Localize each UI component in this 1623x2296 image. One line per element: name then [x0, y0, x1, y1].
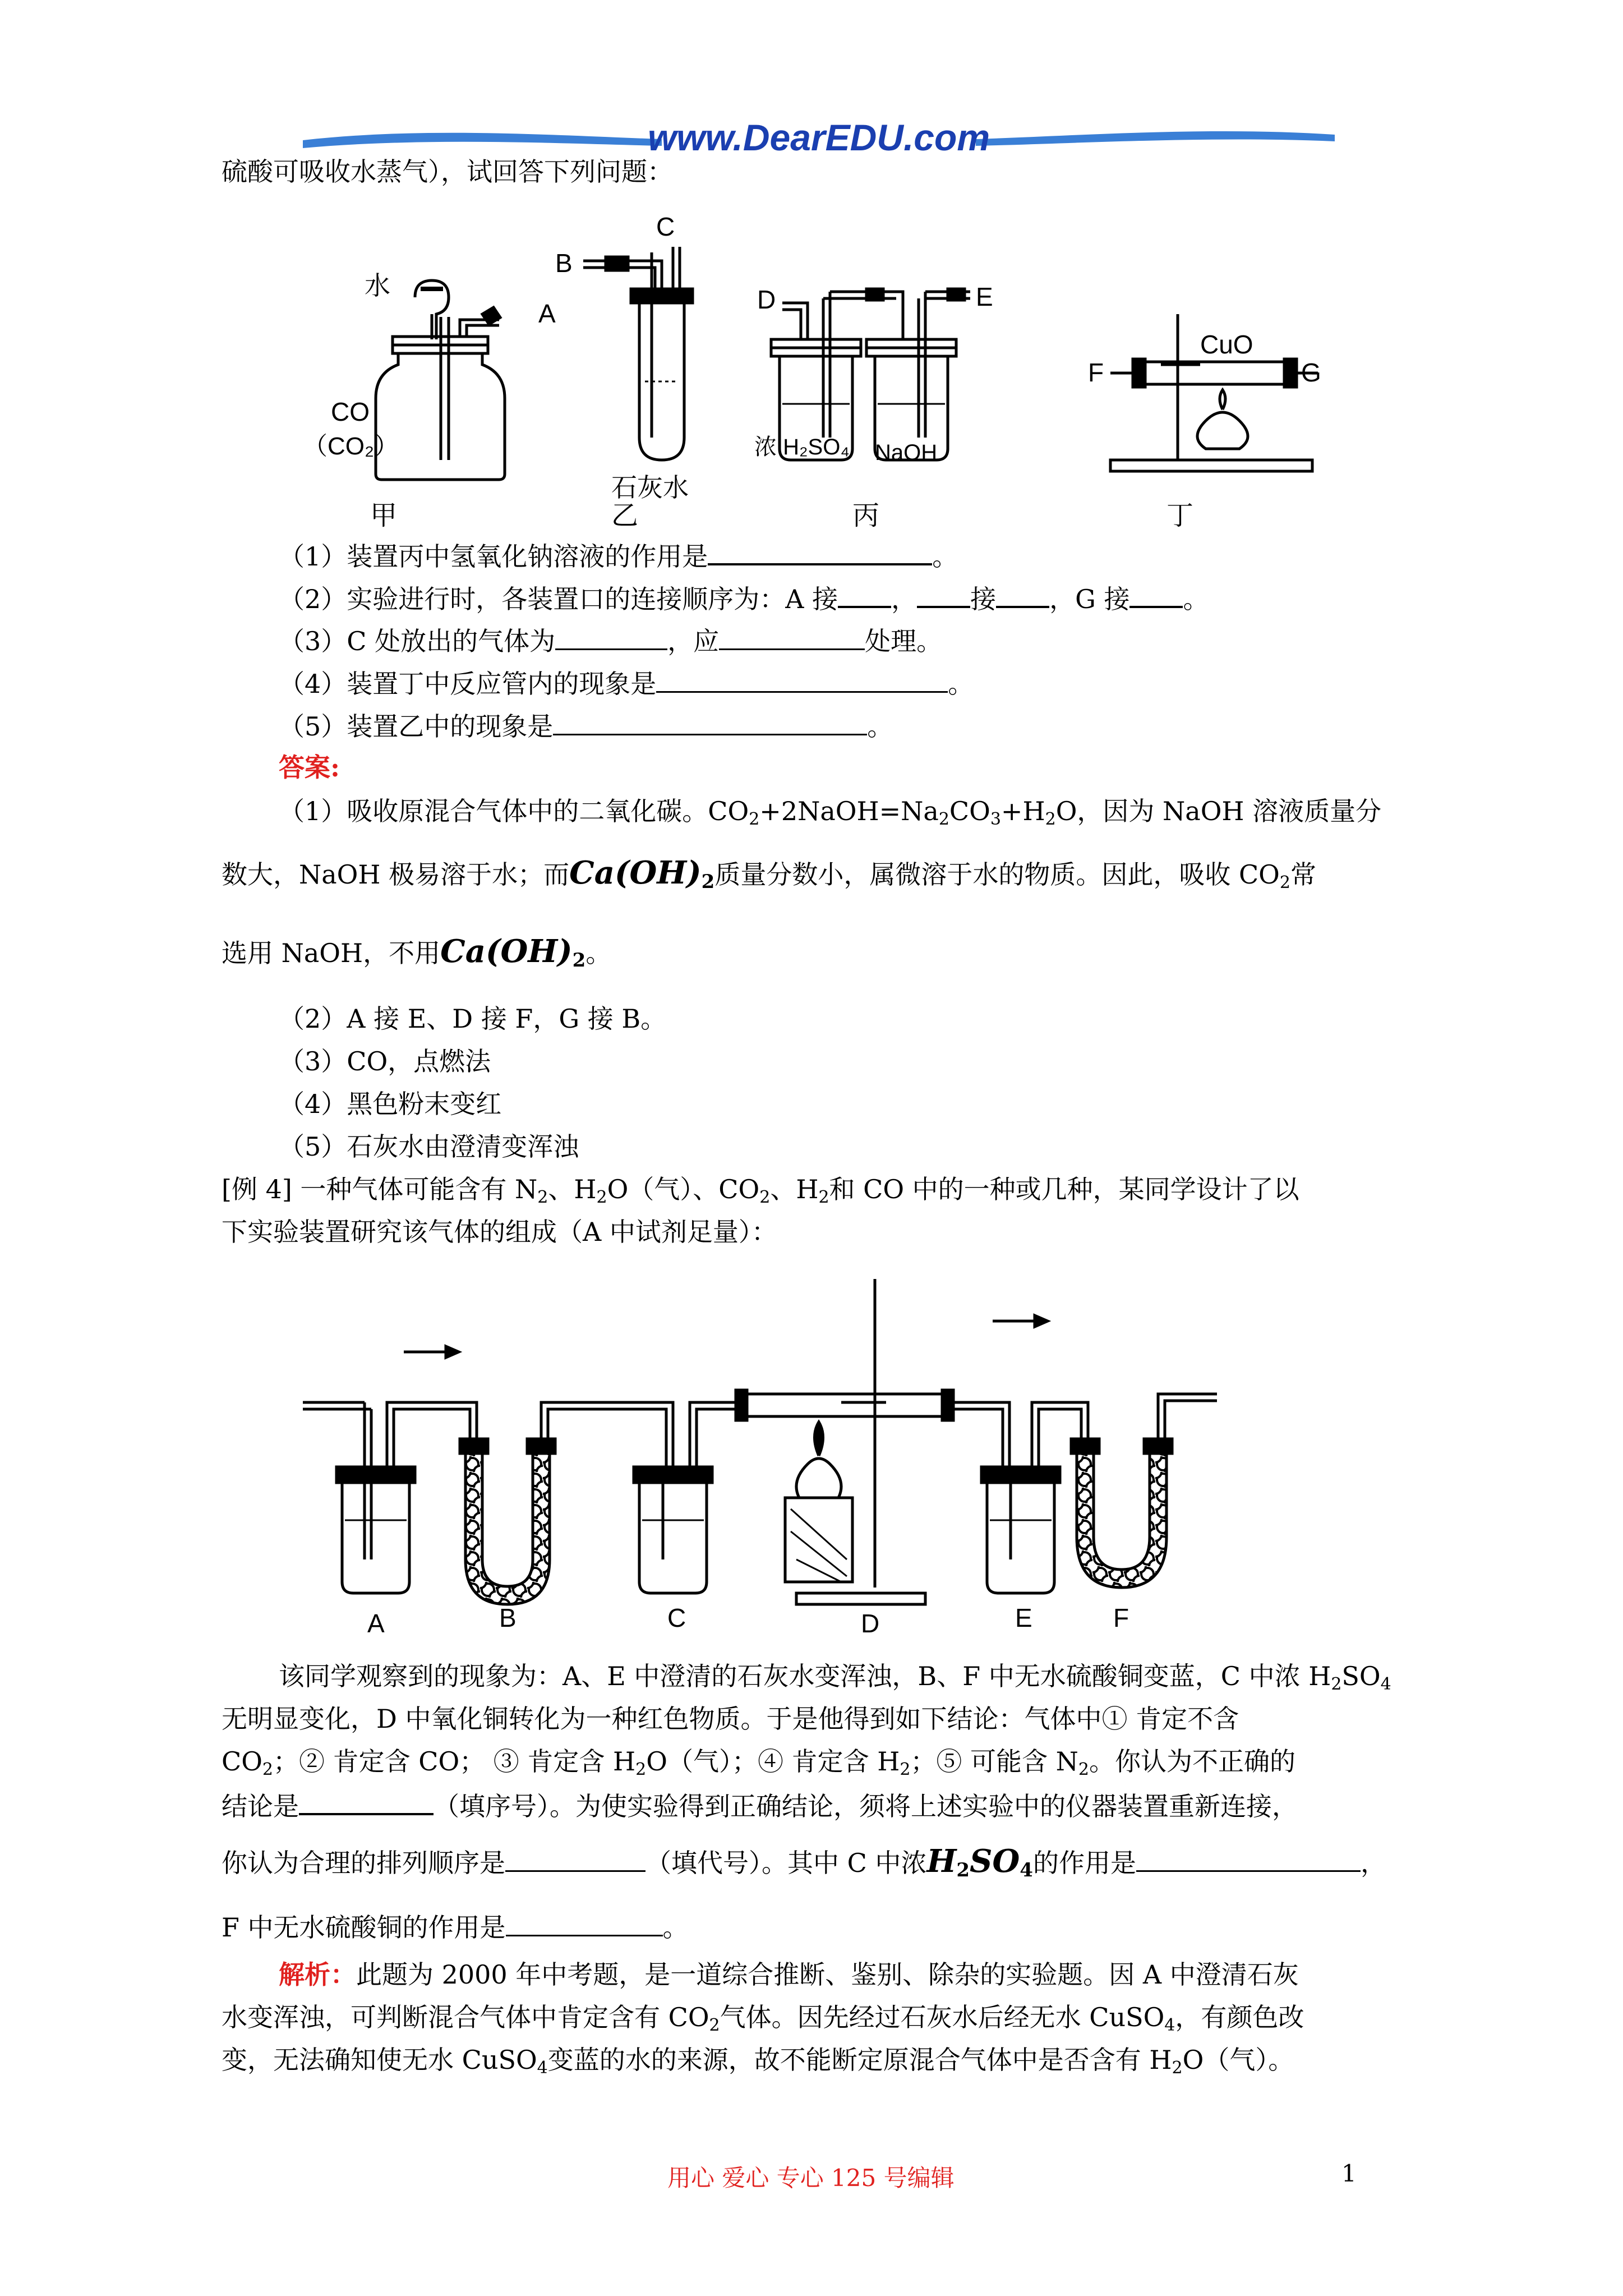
- label-co2: （CO₂）: [303, 432, 399, 460]
- flow-arrow-right: [993, 1315, 1048, 1327]
- answer-label: 答案:: [279, 752, 340, 783]
- fig2-label-B: B: [499, 1603, 517, 1632]
- answer-1-line-3: 选用 NaOH，不用$Ca(OH)_2$。: [222, 933, 612, 972]
- observation-line-3: $CO_2$；② 肯定含 CO； ③ 肯定含 $H_2O$（气）；④ 肯定含 $H_2$；⑤ 可能含 $N_2$。你认为不正确的: [222, 1746, 1296, 1779]
- question-3: （3）C 处放出的气体为 ，应 处理。: [279, 624, 942, 657]
- label-E: E: [976, 282, 993, 311]
- label-co: CO: [331, 397, 370, 426]
- observation-line-2: 无明显变化，D 中氧化铜转化为一种红色物质。于是他得到如下结论：气体中① 肯定不含: [222, 1704, 1239, 1734]
- observation-line-5: 你认为合理的排列顺序是 （填代号）。其中 C 中浓$H_2SO_4$的作用是 ，: [222, 1843, 1386, 1881]
- apparatus-figure-2: [292, 1268, 1357, 1638]
- apparatus-jia: [303, 271, 556, 480]
- label-G: G: [1301, 358, 1321, 387]
- intro-line: 硫酸可吸收水蒸气），试回答下列问题：: [222, 157, 673, 187]
- apparatus-figure-1: [303, 212, 1324, 539]
- footer-text: 用心 爱心 专心 125 号编辑: [667, 2164, 955, 2192]
- u-tube-F: [1071, 1394, 1217, 1588]
- question-2: （2）实验进行时，各装置口的连接顺序为：A 接 ， 接 ，G 接 。: [279, 581, 1209, 615]
- page-number: 1: [1341, 2160, 1357, 2187]
- observation-line-6: F 中无水硫酸铜的作用是 。: [222, 1910, 689, 1943]
- label-F: F: [1088, 358, 1104, 387]
- example4-line-1: [例 4] 一种气体可能含有 $N_2$、$H_2O$（气）、$CO_2$、$H_2$和 CO 中的一种或几种，某同学设计了以: [222, 1174, 1299, 1207]
- bottle-A: [303, 1402, 477, 1593]
- observation-line-1: 该同学观察到的现象为：A、E 中澄清的石灰水变浑浊，B、F 中无水硫酸铜变蓝，C 中浓 $H_2SO_4$: [279, 1661, 1391, 1694]
- example4-line-2: 下实验装置研究该气体的组成（A 中试剂足量）：: [222, 1217, 777, 1247]
- answer-1-line-1: （1）吸收原混合气体中的二氧化碳。$CO_2+2NaOH=Na_2CO_3+H_2O$，因为 NaOH 溶液质量分: [279, 796, 1382, 829]
- caption-bing: 丙: [852, 500, 880, 531]
- apparatus-ding: [1088, 314, 1321, 471]
- answer-3: （3）CO，点燃法: [279, 1046, 491, 1076]
- fig2-label-E: E: [1015, 1603, 1032, 1632]
- question-1: （1）装置丙中氢氧化钠溶液的作用是 。: [279, 539, 958, 572]
- label-C: C: [656, 212, 675, 241]
- answer-5: （5）石灰水由澄清变浑浊: [279, 1131, 579, 1162]
- flow-arrow-left: [404, 1346, 459, 1358]
- logo-text: www.DearEDU.com: [647, 117, 990, 158]
- answer-4: （4）黑色粉末变红: [279, 1089, 502, 1119]
- label-D: D: [757, 285, 776, 314]
- question-5: （5）装置乙中的现象是 。: [279, 709, 893, 742]
- observation-line-4: 结论是 （填序号）。为使实验得到正确结论，须将上述实验中的仪器装置重新连接，: [222, 1788, 1298, 1822]
- analysis-line-1: 解析：此题为 2000 年中考题，是一道综合推断、鉴别、除杂的实验题。因 A 中澄清石灰: [279, 1959, 1299, 1990]
- answer-1-line-2: 数大，NaOH 极易溶于水；而$Ca(OH)_2$质量分数小，属微溶于水的物质。因此，吸收 $CO_2$常: [222, 854, 1316, 893]
- caption-yi: 乙: [611, 500, 639, 531]
- bottle-C: [634, 1402, 740, 1593]
- apparatus-bing: [754, 282, 993, 465]
- fig2-label-F: F: [1113, 1603, 1129, 1632]
- combustion-tube-D: [736, 1279, 1009, 1604]
- fig2-label-D: D: [861, 1609, 880, 1638]
- label-B: B: [555, 249, 573, 278]
- analysis-line-3: 变，无法确知使无水 CuSO$_4$变蓝的水的来源，故不能断定原混合气体中是否含有 $H_2O$（气）。: [222, 2045, 1294, 2078]
- u-tube-B: [460, 1402, 673, 1604]
- label-A: A: [538, 299, 556, 328]
- analysis-line-2: 水变浑浊，可判断混合气体中肯定含有 $CO_2$气体。因先经过石灰水后经无水 CuSO$_4$，有颜色改: [222, 2002, 1304, 2035]
- label-naoh: NaOH: [875, 440, 938, 465]
- bottle-E: [981, 1402, 1088, 1593]
- label-h2so4: 浓 H₂SO₄: [754, 435, 850, 459]
- label-cuo: CuO: [1200, 330, 1253, 359]
- fig2-label-A: A: [367, 1609, 385, 1638]
- question-4: （4）装置丁中反应管内的现象是 。: [279, 666, 974, 700]
- answer-2: （2）A 接 E、D 接 F，G 接 B。: [279, 1004, 667, 1034]
- label-limewater: 石灰水: [611, 473, 689, 502]
- caption-jia: 甲: [370, 500, 398, 531]
- caption-ding: 丁: [1166, 500, 1194, 531]
- apparatus-yi: [555, 212, 693, 502]
- fig2-label-C: C: [667, 1603, 686, 1632]
- label-water: 水: [365, 271, 390, 300]
